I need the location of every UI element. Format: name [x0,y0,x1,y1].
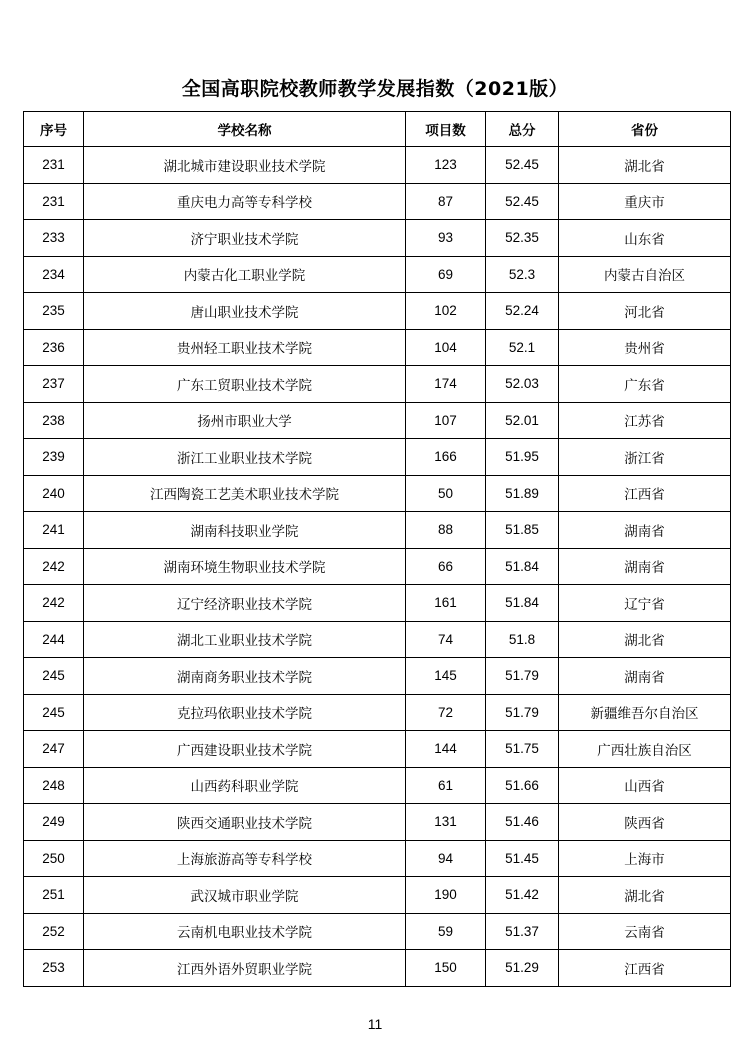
cell-school-name: 湖南科技职业学院 [84,512,406,549]
table-row [24,293,731,330]
cell-total-score: 51.79 [486,658,559,695]
cell-school-name: 重庆电力高等专科学校 [84,183,406,220]
cell-province: 山东省 [559,220,731,257]
cell-rank: 245 [24,694,84,731]
cell-project-count: 102 [406,293,486,330]
cell-project-count: 145 [406,658,486,695]
cell-project-count: 104 [406,329,486,366]
cell-total-score: 52.45 [486,147,559,184]
header-province: 省份 [559,112,731,147]
cell-province: 上海市 [559,840,731,877]
cell-total-score: 52.03 [486,366,559,403]
cell-project-count: 59 [406,913,486,950]
cell-school-name: 湖南商务职业技术学院 [84,658,406,695]
cell-province: 广东省 [559,366,731,403]
cell-total-score: 51.75 [486,731,559,768]
table-row [24,183,731,220]
cell-total-score: 52.01 [486,402,559,439]
cell-rank: 236 [24,329,84,366]
table-row [24,913,731,950]
cell-province: 新疆维吾尔自治区 [559,694,731,731]
cell-total-score: 51.46 [486,804,559,841]
cell-rank: 248 [24,767,84,804]
cell-project-count: 166 [406,439,486,476]
cell-school-name: 湖北工业职业技术学院 [84,621,406,658]
cell-total-score: 51.84 [486,585,559,622]
cell-rank: 231 [24,183,84,220]
cell-rank: 247 [24,731,84,768]
cell-total-score: 51.29 [486,950,559,987]
table-row [24,731,731,768]
cell-project-count: 94 [406,840,486,877]
cell-rank: 253 [24,950,84,987]
table-body [24,147,731,987]
cell-total-score: 52.3 [486,256,559,293]
table-row [24,694,731,731]
cell-school-name: 武汉城市职业学院 [84,877,406,914]
ranking-table [23,111,731,987]
cell-province: 江西省 [559,475,731,512]
cell-total-score: 51.66 [486,767,559,804]
cell-rank: 238 [24,402,84,439]
cell-rank: 251 [24,877,84,914]
cell-province: 陕西省 [559,804,731,841]
header-rank: 序号 [24,112,84,147]
table-row [24,950,731,987]
table-header-row [24,112,731,147]
cell-province: 河北省 [559,293,731,330]
cell-project-count: 144 [406,731,486,768]
cell-rank: 242 [24,585,84,622]
table-row [24,256,731,293]
cell-school-name: 唐山职业技术学院 [84,293,406,330]
table-row [24,366,731,403]
cell-project-count: 190 [406,877,486,914]
cell-school-name: 内蒙古化工职业学院 [84,256,406,293]
cell-province: 辽宁省 [559,585,731,622]
cell-project-count: 72 [406,694,486,731]
table-row [24,767,731,804]
cell-rank: 234 [24,256,84,293]
cell-rank: 241 [24,512,84,549]
cell-province: 江苏省 [559,402,731,439]
page-title: 全国高职院校教师教学发展指数（2021版） [181,78,569,100]
cell-project-count: 123 [406,147,486,184]
cell-rank: 250 [24,840,84,877]
cell-rank: 235 [24,293,84,330]
header-school-name: 学校名称 [84,112,406,147]
cell-school-name: 辽宁经济职业技术学院 [84,585,406,622]
cell-total-score: 51.37 [486,913,559,950]
cell-school-name: 山西药科职业学院 [84,767,406,804]
cell-total-score: 51.8 [486,621,559,658]
cell-project-count: 161 [406,585,486,622]
cell-total-score: 51.79 [486,694,559,731]
cell-rank: 245 [24,658,84,695]
table-row [24,220,731,257]
header-total-score: 总分 [486,112,559,147]
cell-rank: 252 [24,913,84,950]
cell-school-name: 上海旅游高等专科学校 [84,840,406,877]
cell-school-name: 贵州轻工职业技术学院 [84,329,406,366]
cell-school-name: 湖南环境生物职业技术学院 [84,548,406,585]
table-row [24,329,731,366]
table-row [24,877,731,914]
cell-school-name: 陕西交通职业技术学院 [84,804,406,841]
cell-total-score: 51.42 [486,877,559,914]
cell-school-name: 云南机电职业技术学院 [84,913,406,950]
page-number: 11 [367,1016,383,1032]
cell-province: 湖南省 [559,512,731,549]
cell-province: 山西省 [559,767,731,804]
cell-project-count: 131 [406,804,486,841]
cell-rank: 244 [24,621,84,658]
cell-rank: 242 [24,548,84,585]
cell-total-score: 51.95 [486,439,559,476]
table-row [24,548,731,585]
table-row [24,585,731,622]
cell-province: 湖北省 [559,877,731,914]
cell-total-score: 52.24 [486,293,559,330]
cell-project-count: 74 [406,621,486,658]
cell-rank: 240 [24,475,84,512]
table-row [24,147,731,184]
cell-school-name: 江西陶瓷工艺美术职业技术学院 [84,475,406,512]
cell-project-count: 69 [406,256,486,293]
table-row [24,658,731,695]
cell-project-count: 107 [406,402,486,439]
cell-project-count: 50 [406,475,486,512]
cell-province: 贵州省 [559,329,731,366]
cell-province: 湖北省 [559,621,731,658]
cell-school-name: 扬州市职业大学 [84,402,406,439]
cell-total-score: 51.84 [486,548,559,585]
cell-total-score: 51.89 [486,475,559,512]
cell-project-count: 61 [406,767,486,804]
cell-school-name: 克拉玛依职业技术学院 [84,694,406,731]
cell-school-name: 江西外语外贸职业学院 [84,950,406,987]
cell-school-name: 广西建设职业技术学院 [84,731,406,768]
cell-project-count: 93 [406,220,486,257]
cell-project-count: 88 [406,512,486,549]
cell-school-name: 广东工贸职业技术学院 [84,366,406,403]
cell-rank: 239 [24,439,84,476]
cell-project-count: 174 [406,366,486,403]
cell-province: 云南省 [559,913,731,950]
cell-province: 湖南省 [559,658,731,695]
cell-project-count: 66 [406,548,486,585]
cell-province: 江西省 [559,950,731,987]
cell-total-score: 52.1 [486,329,559,366]
cell-total-score: 52.45 [486,183,559,220]
table-row [24,439,731,476]
cell-school-name: 浙江工业职业技术学院 [84,439,406,476]
cell-total-score: 51.85 [486,512,559,549]
cell-province: 浙江省 [559,439,731,476]
cell-province: 广西壮族自治区 [559,731,731,768]
cell-total-score: 52.35 [486,220,559,257]
cell-rank: 231 [24,147,84,184]
header-project-count: 项目数 [406,112,486,147]
cell-rank: 237 [24,366,84,403]
table-row [24,621,731,658]
cell-rank: 233 [24,220,84,257]
cell-project-count: 87 [406,183,486,220]
table-row [24,804,731,841]
cell-school-name: 湖北城市建设职业技术学院 [84,147,406,184]
table-row [24,512,731,549]
cell-province: 内蒙古自治区 [559,256,731,293]
table-row [24,402,731,439]
cell-province: 湖北省 [559,147,731,184]
cell-total-score: 51.45 [486,840,559,877]
cell-rank: 249 [24,804,84,841]
table-row [24,475,731,512]
cell-province: 重庆市 [559,183,731,220]
cell-project-count: 150 [406,950,486,987]
cell-school-name: 济宁职业技术学院 [84,220,406,257]
cell-province: 湖南省 [559,548,731,585]
table-row [24,840,731,877]
